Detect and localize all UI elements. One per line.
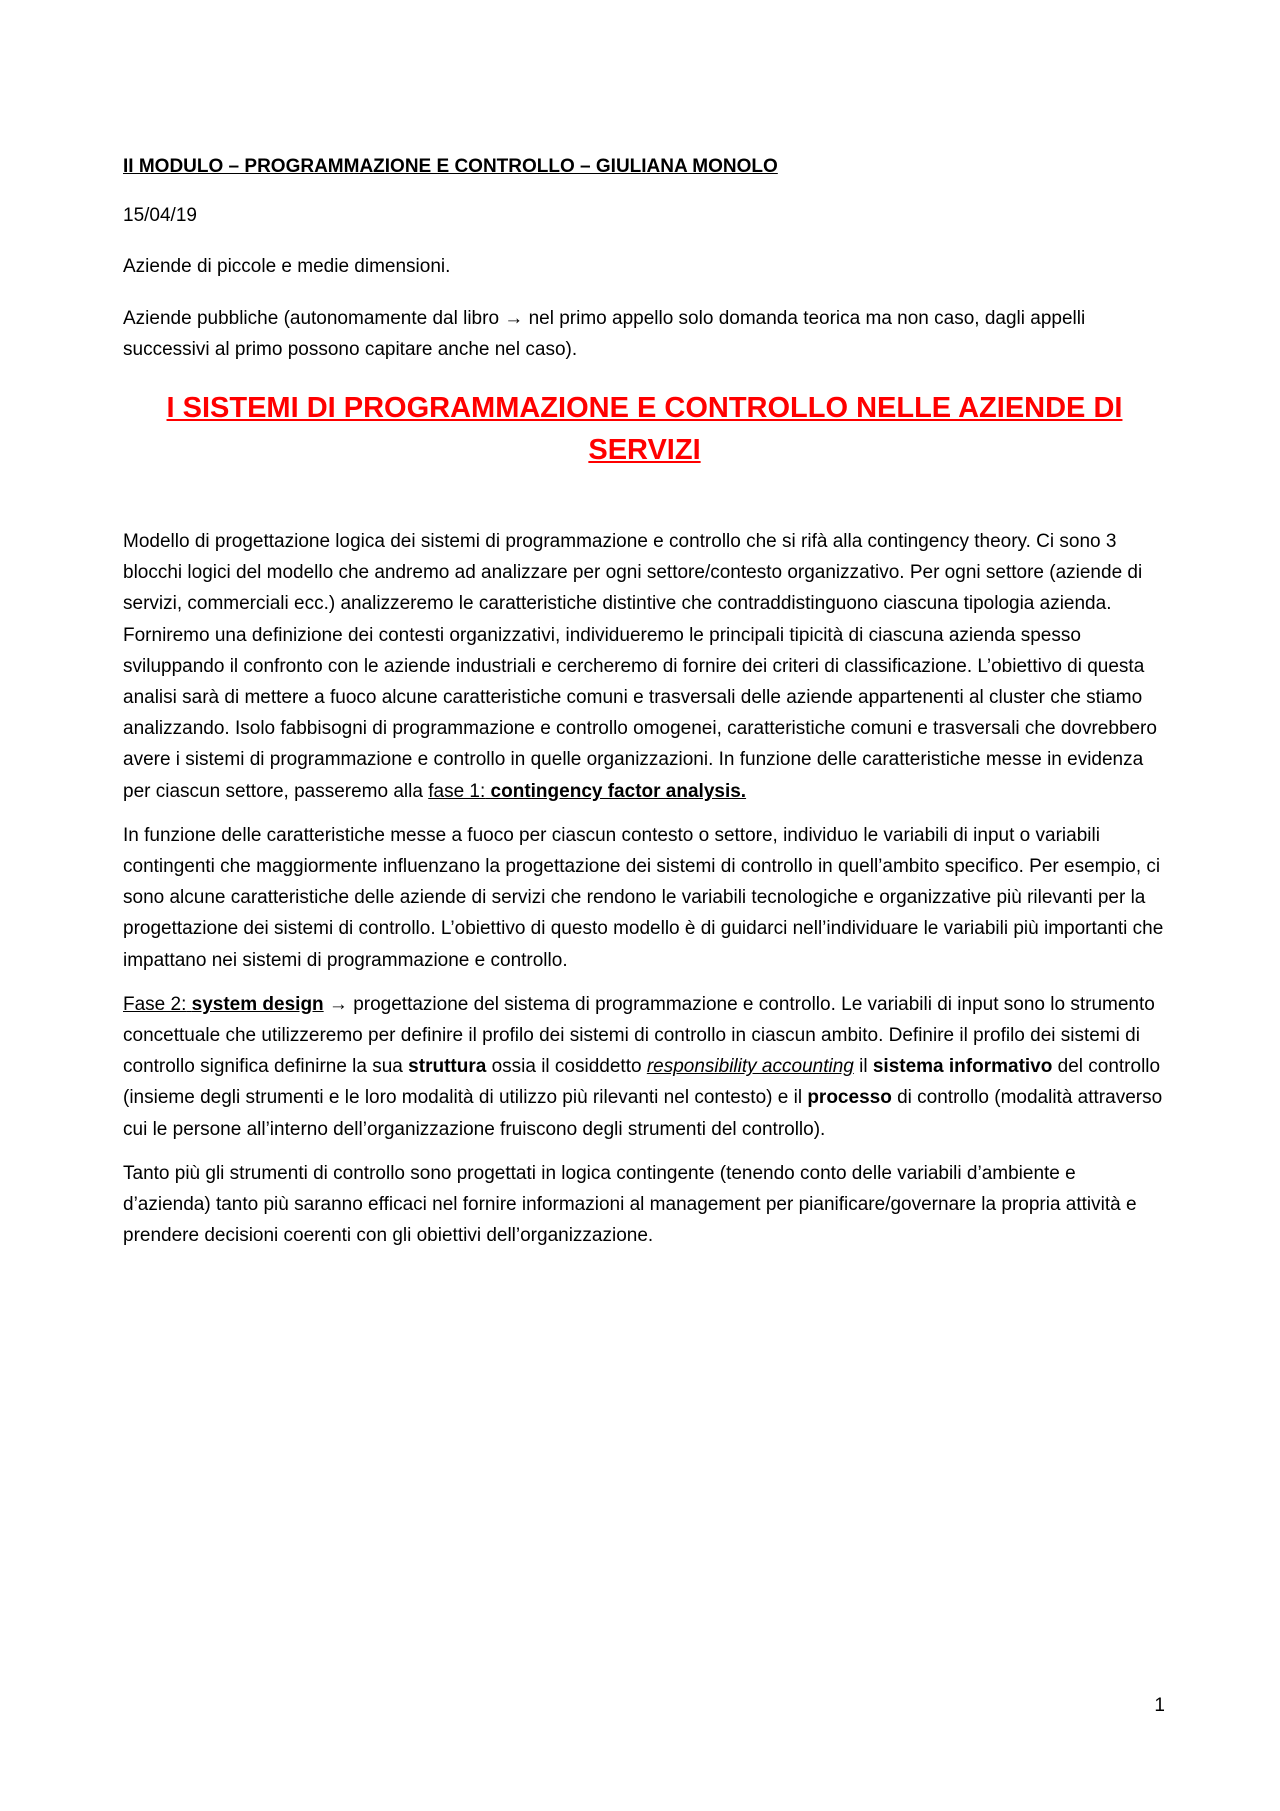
page-number: 1: [1154, 1695, 1165, 1716]
system-design-text-4: del controllo (insieme degli strumenti e le loro modalità di utilizzo più rilevanti nel contesto) e il: [123, 1056, 1161, 1109]
system-design-text-1: → progettazione del sistema di programmazione e controllo. Le variabili di input sono lo strumento concettuale che utilizzeremo per definire il profilo dei sistemi di controllo in ciascun ambito. Definire il profilo dei sistemi di controllo significa definirne la sua: [123, 993, 1155, 1078]
paragraph-contingency: [123, 526, 1166, 807]
struttura-term: struttura: [408, 1056, 487, 1078]
system-design-term: system design: [191, 993, 324, 1015]
paragraph-conclusion: Tanto più gli strumenti di controllo sono progettati in logica contingente (tenendo conto delle variabili d’ambiente e d’azienda) tanto più saranno efficaci nel fornire informazioni al management per pianificare/governare la propria attività e prendere decisioni coerenti con gli obiettivi dell’organizzazione.: [123, 1162, 1137, 1247]
paragraph-system-design: [123, 989, 1166, 1145]
fase-1-label: fase 1:: [428, 780, 486, 802]
page-content: [123, 151, 1166, 1251]
intro-line-2: Aziende pubbliche (autonomamente dal libro → nel primo appello solo domanda teorica ma non caso, dagli appelli successivi al primo possono capitare anche nel caso).: [123, 307, 1086, 360]
paragraph-contingency-text: Modello di progettazione logica dei sistemi di programmazione e controllo che si rifà alla contingency theory. Ci sono 3 blocchi logici del modello che andremo ad analizzare per ogni settore/contesto organizzativo. Per ogni settore (aziende di servizi, commerciali ecc.) analizzeremo le caratteristiche distintive che contraddistinguono ciascuna tipologia azienda. Forniremo una definizione dei contesti organizzativi, individueremo le principali tipicità di ciascuna azienda spesso sviluppando il confronto con le aziende industriali e cercheremo di fornire dei criteri di classificazione. L’obiettivo di questa analisi sarà di mettere a fuoco alcune caratteristiche comuni e trasversali delle aziende appartenenti al cluster che stiamo analizzando. Isolo fabbisogni di programmazione e controllo omogenei, caratteristiche comuni e trasversali che dovrebbero avere i sistemi di programmazione e controllo in quelle organizzazioni. In funzione delle caratteristiche messe in evidenza per ciascun settore, passeremo alla: [123, 531, 1157, 802]
contingency-factor-analysis: contingency factor analysis.: [490, 780, 747, 802]
processo-term: processo: [807, 1087, 892, 1109]
intro-line-1: Aziende di piccole e medie dimensioni.: [123, 256, 451, 278]
fase-2-label: Fase 2:: [123, 993, 187, 1015]
main-heading: I SISTEMI DI PROGRAMMAZIONE E CONTROLLO NELLE AZIENDE DI SERVIZI: [166, 392, 1123, 467]
system-design-text-5: di controllo (modalità attraverso cui le persone all’interno dell’organizzazione fruiscono degli strumenti del controllo).: [123, 1087, 1163, 1140]
paragraph-input-variables: In funzione delle caratteristiche messe a fuoco per ciascun contesto o settore, individuo le variabili di input o variabili contingenti che maggiormente influenzano la progettazione dei sistemi di controllo in quell’ambito specifico. Per esempio, ci sono alcune caratteristiche delle aziende di servizi che rendono le variabili tecnologiche e organizzative più rilevanti per la progettazione dei sistemi di controllo. L’obiettivo di questo modello è di guidarci nell’individuare le variabili più importanti che impattano nei sistemi di programmazione e controllo.: [123, 824, 1164, 971]
responsibility-accounting-term: responsibility accounting: [646, 1056, 854, 1078]
system-design-text-3: il: [853, 1056, 873, 1078]
lecture-date: 15/04/19: [123, 205, 197, 227]
system-design-text-2: ossia il cosiddetto: [486, 1056, 647, 1078]
sistema-informativo-term: sistema informativo: [872, 1056, 1053, 1078]
module-title: II MODULO – PROGRAMMAZIONE E CONTROLLO – GIULIANA MONOLO: [123, 156, 778, 177]
